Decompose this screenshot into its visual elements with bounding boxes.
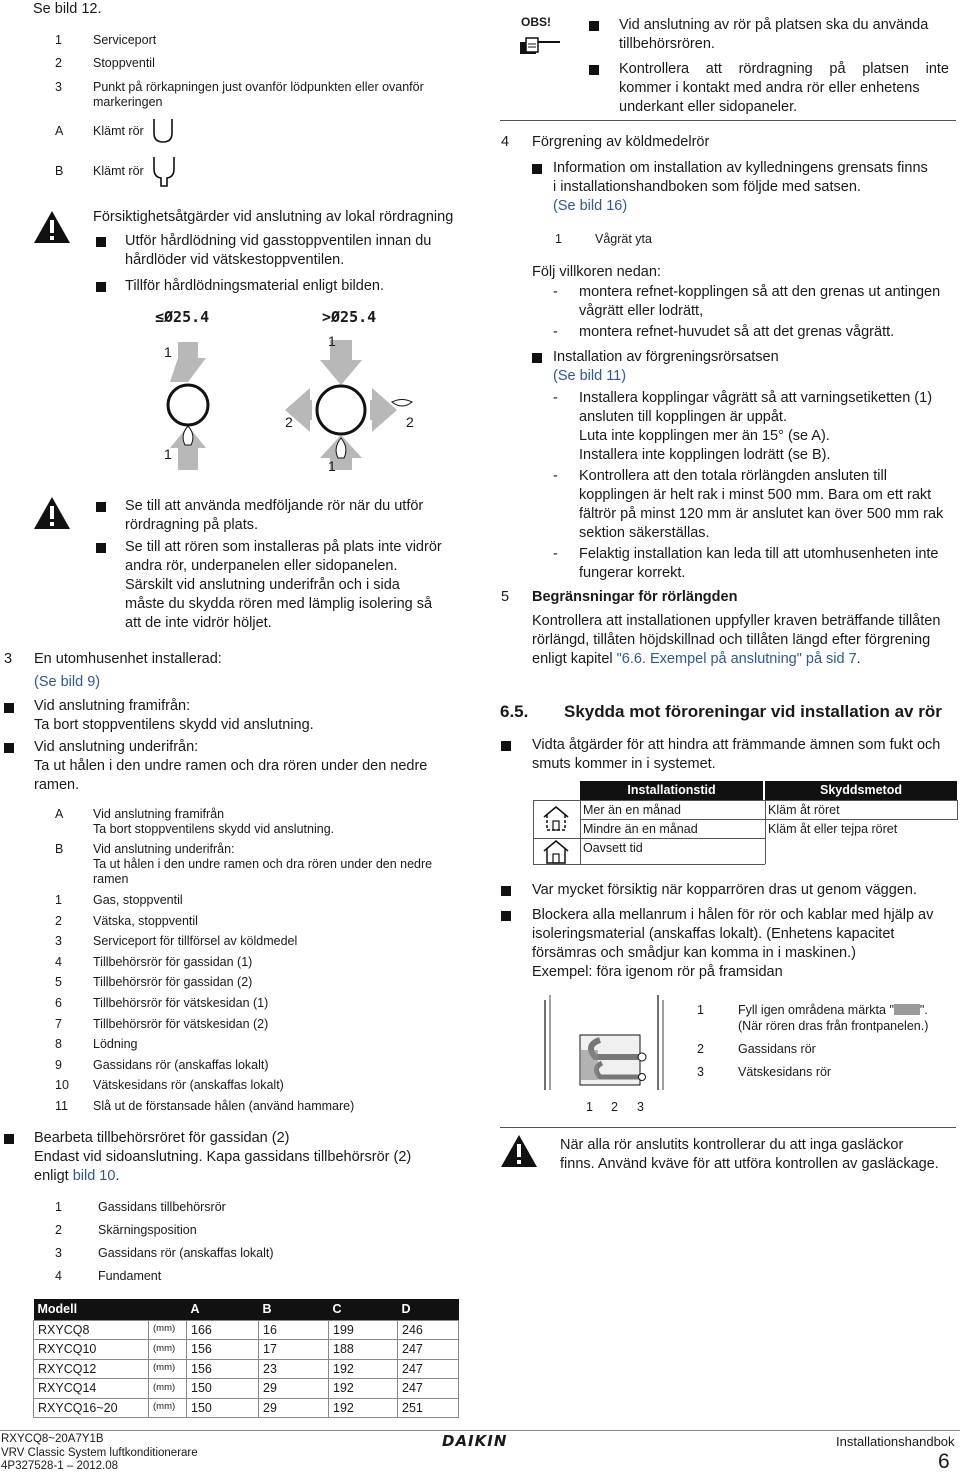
table-cell: 16 — [259, 1320, 329, 1340]
legend-value: Tillbehörsrör för gassidan (1) — [93, 955, 253, 969]
legend-value: Gas, stoppventil — [93, 893, 183, 907]
body-text: Installera kopplingar vågrätt så att varningsetiketten (1) — [579, 390, 933, 406]
bullet-square — [4, 1134, 14, 1144]
legend-key: 2 — [55, 56, 62, 70]
diagram-number: 1 — [328, 458, 336, 474]
legend-key: 2 — [697, 1042, 704, 1056]
body-text: Ta ut hålen i den undre ramen och dra rören under den nedre — [34, 758, 428, 774]
figure-reference: Se bild 12. — [33, 1, 102, 17]
pinched-pipe-b-icon — [151, 155, 177, 189]
note-text: underkant eller sidopaneler. — [619, 99, 798, 115]
body-text: sektion säkerställas. — [579, 525, 710, 541]
legend-value: Skärningsposition — [98, 1223, 197, 1237]
table-cell: 199 — [329, 1320, 398, 1340]
legend-value: Klämt rör — [93, 124, 144, 138]
body-text: kopplingen är helt rak i minst 500 mm. Bara om ett rakt — [579, 487, 932, 503]
body-text: Installera inte kopplingen lodrätt (se B). — [579, 447, 831, 463]
legend-key: B — [55, 842, 64, 856]
legend-value: markeringen — [93, 95, 163, 109]
footer-product: VRV Classic System luftkonditionerare — [1, 1446, 198, 1459]
table-cell: RXYCQ8 — [34, 1320, 149, 1340]
table-cell: (mm) — [149, 1398, 187, 1418]
body-text: Installation av förgreningsrörsatsen — [553, 349, 779, 365]
note-text: Vid anslutning av rör på platsen ska du använda — [619, 17, 929, 33]
body-text: enligt — [34, 1168, 73, 1184]
table-cell: 192 — [329, 1398, 398, 1418]
legend-key: 7 — [55, 1017, 62, 1031]
caution-text: måste du skydda rören med lämplig isolering så — [125, 596, 433, 612]
table-cell: (mm) — [149, 1379, 187, 1399]
table-cell: RXYCQ14 — [34, 1379, 149, 1399]
table-header: C — [329, 1299, 398, 1320]
table-cell: 17 — [259, 1340, 329, 1360]
legend-value: Tillbehörsrör för gassidan (2) — [93, 975, 253, 989]
table-cell: Kläm åt röret — [768, 803, 840, 817]
bullet-square — [532, 164, 542, 174]
legend-value: Slå ut de förstansade hålen (använd hammare) — [93, 1099, 355, 1113]
legend-value: Tillbehörsrör för vätskesidan (1) — [93, 996, 269, 1010]
figure-link[interactable]: (Se bild 16) — [553, 198, 628, 214]
bullet-square — [589, 65, 599, 75]
footer-doc-id: 4P327528-1 – 2012.08 — [1, 1460, 119, 1472]
legend-key: 11 — [55, 1099, 68, 1113]
figure-number: 2 — [611, 1100, 618, 1114]
body-text: montera refnet-huvudet så att det grenas vågrätt. — [579, 324, 895, 340]
table-cell: 156 — [187, 1359, 259, 1379]
caution-text: Utför hårdlödning vid gasstoppventilen innan du — [125, 233, 432, 249]
legend-value: Ta ut hålen i den undre ramen och dra rören under den nedre — [93, 857, 433, 871]
caution-text: att de inte vidrör höljet. — [125, 615, 272, 631]
figure-link[interactable]: (Se bild 9) — [34, 674, 101, 690]
divider — [500, 120, 956, 121]
table-cell: 247 — [398, 1379, 459, 1399]
legend-value: Vågrät yta — [595, 232, 652, 246]
body-text: Information om installation av kylledningens grensats finns — [553, 160, 928, 176]
body-text: vågrätt eller lodrätt, — [579, 303, 704, 319]
body-text: Blockera alla mellanrum i hålen för rör och kablar med hjälp av — [532, 907, 934, 923]
chapter-title: Skydda mot föroreningar vid installation av rör — [564, 702, 942, 721]
legend-value: Vätska, stoppventil — [93, 914, 198, 928]
table-cell: 192 — [329, 1359, 398, 1379]
body-text: enligt kapitel — [532, 651, 617, 667]
bullet-square — [96, 543, 106, 553]
legend-value: ramen — [93, 872, 129, 886]
legend-key: A — [55, 807, 64, 821]
legend-key: 4 — [55, 955, 62, 969]
table-cell: 150 — [187, 1379, 259, 1399]
bullet-square — [96, 237, 106, 247]
chapter-number: 6.5. — [500, 702, 529, 721]
warning-triangle-icon — [33, 496, 71, 530]
table-cell: 23 — [259, 1359, 329, 1379]
table-cell: RXYCQ10 — [34, 1340, 149, 1360]
caution-title: Försiktighetsåtgärder vid anslutning av lokal rördragning — [93, 209, 454, 225]
brazing-label-big: >Ø25.4 — [322, 308, 377, 326]
table-cell: 29 — [259, 1398, 329, 1418]
body-text: ramen. — [34, 777, 80, 793]
note-text: tillbehörsrören. — [619, 36, 715, 52]
table-cell: 251 — [398, 1398, 459, 1418]
table-cell: (mm) — [149, 1359, 187, 1379]
chapter-link[interactable]: "6.6. Exempel på anslutning" på sid 7 — [616, 651, 857, 667]
diagram-number: 1 — [164, 446, 172, 462]
table-header: A — [187, 1299, 259, 1320]
legend-key: A — [55, 124, 64, 138]
body-text: Kontrollera att den totala rörlängden ansluten till — [579, 468, 887, 484]
legend-value: Serviceport för tillförsel av köldmedel — [93, 934, 298, 948]
figure-number: 3 — [637, 1100, 644, 1114]
bullet-square — [532, 353, 542, 363]
legend-key: 3 — [55, 1246, 62, 1260]
bullet-square — [501, 911, 511, 921]
legend-value: Gassidans tillbehörsrör — [98, 1200, 226, 1214]
legend-value: Vätskesidans rör — [738, 1065, 832, 1079]
diagram-number: 1 — [328, 333, 336, 349]
footer-doc-title: Installationshandbok — [836, 1434, 955, 1449]
legend-key: 2 — [55, 1223, 62, 1237]
bullet-square — [96, 282, 106, 292]
note-hand-icon — [518, 34, 562, 58]
warning-text: När alla rör anslutits kontrollerar du att inga gasläckor — [560, 1137, 904, 1153]
legend-key: 6 — [55, 996, 62, 1010]
note-text: Kontrollera att rördragning på platsen inte — [619, 61, 949, 77]
body-text: Felaktig installation kan leda till att utomhusenheten inte — [579, 546, 939, 562]
body-text: rörlängd, tillåten höjdskillnad och tillåten längd efter förgrening — [532, 632, 931, 648]
body-text: . — [856, 651, 861, 667]
body-text: montera refnet-kopplingen så att den grenas ut antingen — [579, 284, 941, 300]
legend-key: 9 — [55, 1058, 62, 1072]
legend-value: Vid anslutning underifrån: — [93, 842, 235, 856]
body-text: Ta bort stoppventilens skydd vid anslutning. — [34, 717, 314, 733]
page-number: 6 — [938, 1450, 950, 1473]
body-text: . — [115, 1168, 120, 1184]
table-header: B — [259, 1299, 329, 1320]
section-title: Begränsningar för rörlängden — [532, 589, 738, 605]
table-header: Installationstid — [580, 781, 763, 800]
installation-table — [533, 781, 957, 864]
bullet-square — [589, 21, 599, 31]
legend-key: 1 — [55, 33, 62, 47]
section-title: En utomhusenhet installerad: — [34, 651, 222, 667]
daikin-logo: DAIKIN — [442, 1432, 508, 1450]
section-title: Förgrening av köldmedelrör — [532, 134, 710, 150]
bullet-square — [501, 886, 511, 896]
legend-value: Klämt rör — [93, 164, 144, 178]
caution-text: Se till att rören som installeras på plats inte vidrör — [125, 539, 442, 555]
body-text: i installationshandboken som följde med satsen. — [553, 179, 861, 195]
legend-key: 1 — [697, 1003, 704, 1017]
bullet-square — [4, 743, 14, 753]
table-header: Skyddsmetod — [765, 781, 957, 800]
legend-key: 3 — [55, 80, 62, 94]
model-dimension-table — [33, 1299, 459, 1418]
legend-value: Punkt på rörkapningen just ovanför lödpunkten eller ovanför — [93, 80, 424, 94]
warning-triangle-icon — [33, 210, 71, 244]
caution-text: Tillför hårdlödningsmaterial enligt bilden. — [125, 278, 384, 294]
body-text: Luta inte kopplingen mer än 15° (se A). — [579, 428, 830, 444]
legend-value: Ta bort stoppventilens skydd vid anslutning. — [93, 822, 335, 836]
legend-key: 3 — [697, 1065, 704, 1079]
table-cell: 29 — [259, 1379, 329, 1399]
body-text: smuts kommer in i systemet. — [532, 756, 716, 772]
legend-value: Gassidans rör (anskaffas lokalt) — [98, 1246, 274, 1260]
section-number: 5 — [501, 589, 510, 605]
table-row — [34, 1340, 459, 1360]
legend-key: 1 — [555, 232, 562, 246]
legend-value: Vid anslutning framifrån — [93, 807, 225, 821]
table-cell: (mm) — [149, 1340, 187, 1360]
table-cell: 156 — [187, 1340, 259, 1360]
table-cell: Mindre än en månad — [583, 822, 698, 836]
footer-model: RXYCQ8~20A7Y1B — [1, 1433, 104, 1445]
table-cell: 246 — [398, 1320, 459, 1340]
legend-value: Fundament — [98, 1269, 162, 1283]
brazing-diagram — [150, 330, 440, 475]
diagram-number: 2 — [406, 414, 414, 430]
table-cell: 247 — [398, 1359, 459, 1379]
body-text: fungerar korrekt. — [579, 565, 686, 581]
table-cell: Mer än en månad — [583, 803, 681, 817]
figure-link[interactable]: (Se bild 11) — [553, 368, 627, 384]
diagram-number: 1 — [164, 344, 172, 360]
caution-text: hårdlöder vid vätskestoppventilen. — [125, 252, 345, 268]
table-cell: 192 — [329, 1379, 398, 1399]
table-row — [34, 1320, 459, 1340]
legend-key: 2 — [55, 914, 62, 928]
body-text: Vidta åtgärder för att hindra att främmande ämnen som fukt och — [532, 737, 941, 753]
body-text: Endast vid sidoanslutning. Kapa gassidans tillbehörsrör (2) — [34, 1149, 412, 1165]
diagram-number: 2 — [285, 414, 293, 430]
table-row — [34, 1398, 459, 1418]
divider — [500, 1127, 956, 1128]
outdoor-house-icon — [541, 803, 571, 833]
bullet-square — [4, 703, 14, 713]
body-text: Var mycket försiktig när kopparrören dras ut genom väggen. — [532, 882, 917, 898]
legend-key: 4 — [55, 1269, 62, 1283]
bullet-square — [96, 502, 106, 512]
table-cell: Kläm åt eller tejpa röret — [768, 822, 898, 836]
section-number: 3 — [4, 651, 13, 667]
legend-value: Gassidans rör (anskaffas lokalt) — [93, 1058, 269, 1072]
body-text: Vid anslutning underifrån: — [34, 739, 199, 755]
figure-link[interactable]: bild 10 — [72, 1168, 116, 1184]
legend-key: 8 — [55, 1037, 62, 1051]
legend-value: Vätskesidans rör (anskaffas lokalt) — [93, 1078, 284, 1092]
indoor-house-icon — [541, 839, 571, 865]
legend-value: Stoppventil — [93, 56, 155, 70]
table-row — [34, 1379, 459, 1399]
footer-divider — [0, 1430, 960, 1431]
body-text: försämras och smådjur kan komma in i maskinen.) — [532, 945, 856, 961]
note-text: kommer i kontakt med andra rör eller enhetens — [619, 80, 920, 96]
legend-key: 1 — [55, 893, 62, 907]
legend-value: Gassidans rör — [738, 1042, 816, 1056]
section-number: 4 — [501, 134, 510, 150]
warning-text: finns. Använd kväve för att utföra kontrollen av gasläckage. — [560, 1156, 939, 1172]
legend-value: Tillbehörsrör för vätskesidan (2) — [93, 1017, 269, 1031]
table-cell: RXYCQ12 — [34, 1359, 149, 1379]
table-header: D — [398, 1299, 459, 1320]
legend-value: ". — [919, 1003, 928, 1017]
body-text: Exempel: föra igenom rör på framsidan — [532, 964, 783, 980]
warning-triangle-icon — [500, 1134, 538, 1168]
caution-text: andra rör, underpanelen eller sidopanelen. — [125, 558, 398, 574]
table-cell: 247 — [398, 1340, 459, 1360]
legend-key: 5 — [55, 975, 62, 989]
pipe-passthrough-figure — [540, 995, 670, 1100]
table-cell: 150 — [187, 1398, 259, 1418]
body-text: fältrör på minst 120 mm är anslutet kan över 500 mm rak — [579, 506, 944, 522]
bullet-square — [501, 741, 511, 751]
table-cell: (mm) — [149, 1320, 187, 1340]
body-text: Kontrollera att installationen uppfyller kraven beträffande tillåten — [532, 613, 941, 629]
caution-text: rördragning på plats. — [125, 517, 258, 533]
fill-area-swatch — [894, 1004, 920, 1015]
table-cell: Oavsett tid — [583, 841, 643, 855]
legend-value: (När rören dras från frontpanelen.) — [738, 1019, 929, 1033]
legend-key: 3 — [55, 934, 62, 948]
body-text: isoleringsmaterial (anskaffas lokalt). (Enhetens kapacitet — [532, 926, 895, 942]
legend-value: Lödning — [93, 1037, 138, 1051]
legend-key: B — [55, 164, 64, 178]
table-header: Modell — [34, 1299, 149, 1320]
legend-value: Fyll igen områdena märkta " — [738, 1003, 894, 1017]
body-text: Bearbeta tillbehörsröret för gassidan (2) — [34, 1130, 290, 1146]
table-row — [34, 1359, 459, 1379]
body-text: Följ villkoren nedan: — [532, 264, 661, 280]
caution-text: Se till att använda medföljande rör när du utför — [125, 498, 424, 514]
legend-value: Serviceport — [93, 33, 157, 47]
body-text: Vid anslutning framifrån: — [34, 698, 191, 714]
caution-text: Särskilt vid anslutning underifrån och i sida — [125, 577, 400, 593]
brazing-label-small: ≤Ø25.4 — [155, 308, 210, 326]
legend-key: 1 — [55, 1200, 62, 1214]
table-cell: RXYCQ16~20 — [34, 1398, 149, 1418]
obs-label: OBS! — [521, 15, 551, 29]
body-text: ansluten till kopplingen är uppåt. — [579, 409, 787, 425]
table-cell: 166 — [187, 1320, 259, 1340]
figure-number: 1 — [586, 1100, 593, 1114]
pinched-pipe-a-icon — [151, 117, 175, 145]
legend-key: 10 — [55, 1078, 69, 1092]
table-cell: 188 — [329, 1340, 398, 1360]
